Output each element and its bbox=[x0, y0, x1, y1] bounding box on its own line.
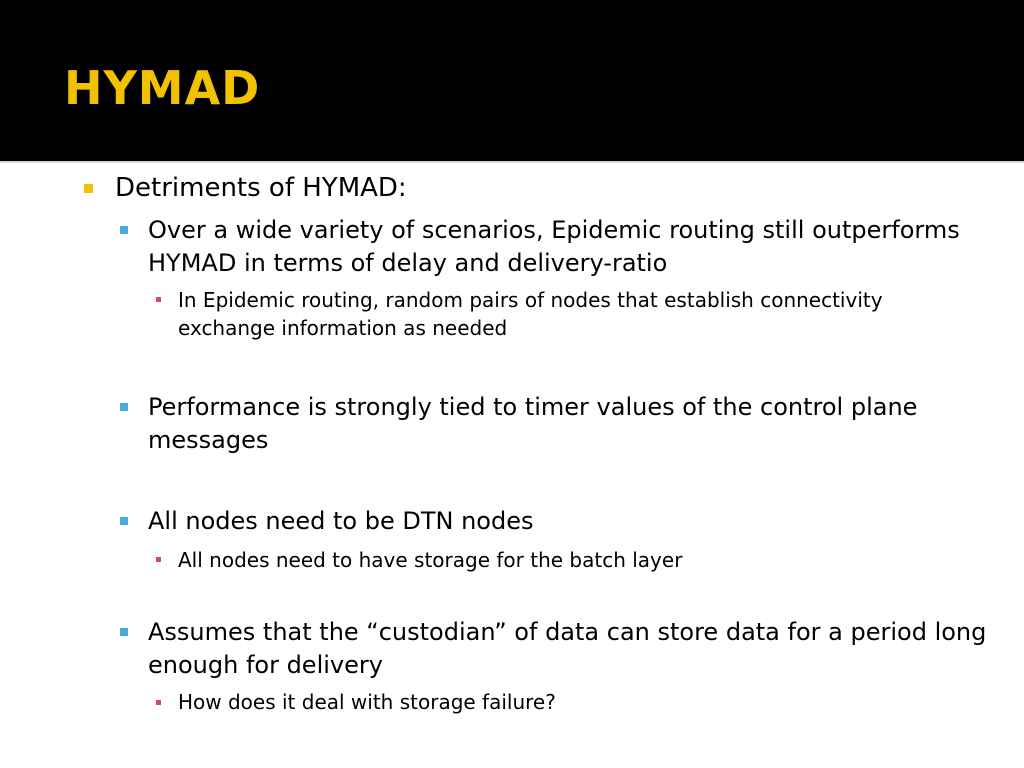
bullet-level3: All nodes need to have storage for the batch layer bbox=[178, 548, 683, 572]
title-band bbox=[0, 0, 1024, 158]
bullet-square-icon bbox=[120, 628, 128, 636]
bullet-square-icon bbox=[156, 297, 161, 302]
bullet-level2: Over a wide variety of scenarios, Epidemic routing still outperforms HYMAD in terms of delay and delivery-ratio bbox=[148, 216, 960, 277]
bullet-square-icon bbox=[84, 184, 93, 193]
bullet-square-icon bbox=[120, 517, 128, 525]
bullet-level2: Assumes that the “custodian” of data can store data for a period long enough for delivery bbox=[148, 618, 987, 679]
bullet-square-icon bbox=[120, 226, 128, 234]
bullet-level1: Detriments of HYMAD: bbox=[115, 173, 407, 203]
bullet-level2: Performance is strongly tied to timer values of the control plane messages bbox=[148, 393, 918, 454]
bullet-level3: How does it deal with storage failure? bbox=[178, 690, 556, 714]
bullet-level3: In Epidemic routing, random pairs of nodes that establish connectivity exchange information as needed bbox=[178, 288, 883, 340]
bullet-square-icon bbox=[156, 700, 161, 705]
bullet-square-icon bbox=[156, 557, 161, 562]
slide-title: HYMAD bbox=[64, 61, 261, 115]
bullet-level2: All nodes need to be DTN nodes bbox=[148, 507, 534, 535]
bullet-square-icon bbox=[120, 403, 128, 411]
